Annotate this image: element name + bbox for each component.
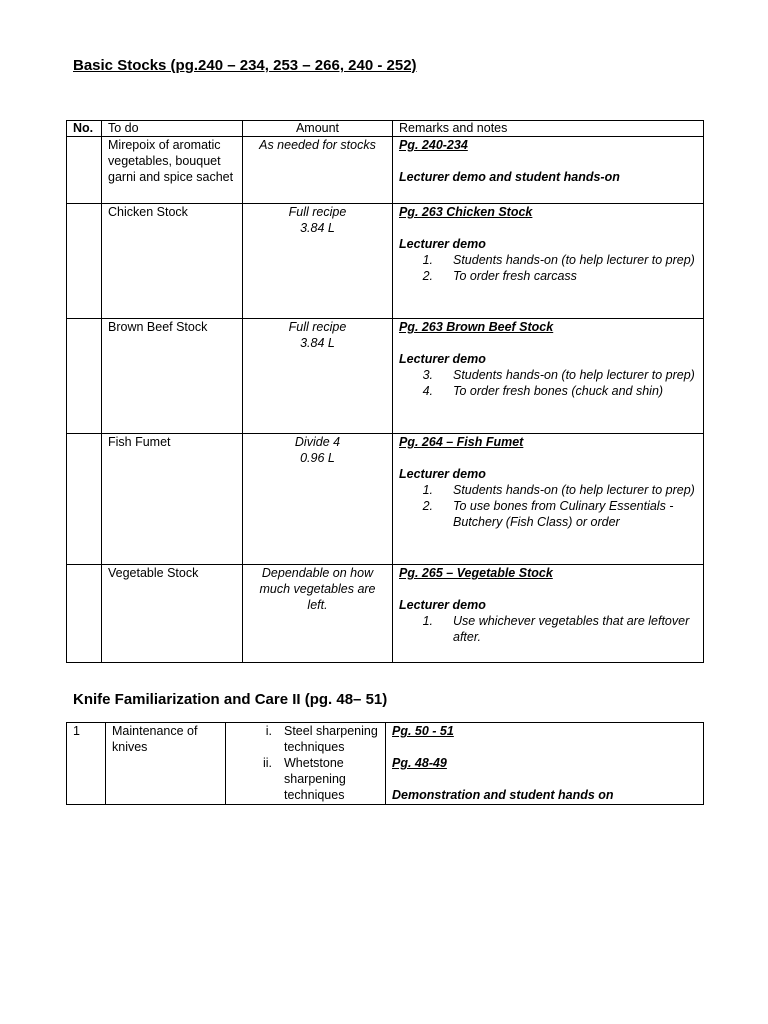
cell-amount	[243, 137, 393, 204]
amount-line: 0.96 L	[300, 451, 335, 465]
table-row	[67, 137, 704, 204]
cell-remarks	[393, 319, 704, 434]
list-item	[422, 498, 697, 530]
cell-remarks	[393, 204, 704, 319]
page-reference: Pg. 263 Brown Beef Stock	[399, 320, 554, 334]
list-text: To order fresh bones (chuck and shin)	[453, 384, 664, 398]
list-number: 2.	[422, 499, 433, 513]
note-title: Lecturer demo and student hands-on	[399, 170, 620, 184]
page-reference: Pg. 240-234	[399, 138, 468, 152]
cell-todo: Fish Fumet	[102, 434, 243, 565]
cell-no	[67, 319, 102, 434]
cell-todo: Maintenance of knives	[106, 723, 226, 805]
page-reference: Pg. 264 – Fish Fumet	[399, 435, 524, 449]
cell-remarks	[386, 723, 704, 805]
cell-amount	[243, 204, 393, 319]
list-text: Steel sharpening techniques	[284, 724, 378, 754]
list-item	[422, 383, 697, 399]
cell-amount	[243, 319, 393, 434]
list-item	[262, 755, 379, 803]
header-amount: Amount	[243, 121, 393, 137]
table-row	[67, 434, 704, 565]
table-row	[67, 204, 704, 319]
amount-line: Full recipe	[288, 205, 347, 219]
page-reference: Pg. 265 – Vegetable Stock	[399, 566, 553, 580]
knife-care-table	[66, 722, 704, 805]
table-row	[67, 319, 704, 434]
cell-amount	[243, 434, 393, 565]
list-number: 3.	[422, 368, 433, 382]
cell-no	[67, 137, 102, 204]
list-item	[422, 252, 697, 268]
cell-no	[67, 565, 102, 663]
list-number: 4.	[422, 384, 433, 398]
cell-items	[226, 723, 386, 805]
amount-line: 3.84 L	[300, 336, 335, 350]
table-row	[67, 565, 704, 663]
amount-line: Divide 4	[294, 435, 341, 449]
amount-line: Full recipe	[288, 320, 347, 334]
cell-remarks	[393, 137, 704, 204]
list-text: Students hands-on (to help lecturer to prep)	[453, 368, 695, 382]
page-reference: Pg. 48-49	[392, 756, 447, 770]
note-title: Lecturer demo	[399, 237, 486, 251]
technique-list	[232, 723, 379, 803]
cell-no: 1	[67, 723, 106, 805]
list-item	[422, 367, 697, 383]
list-number: ii.	[262, 756, 272, 770]
cell-amount	[243, 565, 393, 663]
list-number: 2.	[422, 269, 433, 283]
list-item	[422, 268, 697, 284]
list-number: 1.	[422, 614, 433, 628]
note-list	[399, 252, 697, 284]
amount-line: Dependable on how much vegetables are left.	[259, 566, 376, 612]
cell-todo: Vegetable Stock	[102, 565, 243, 663]
note-list	[399, 613, 697, 645]
list-item	[422, 482, 697, 498]
list-text: Students hands-on (to help lecturer to prep)	[453, 483, 695, 497]
amount-line: 3.84 L	[300, 221, 335, 235]
list-text: Whetstone sharpening techniques	[284, 756, 346, 802]
section-heading-knife-care: Knife Familiarization and Care II (pg. 48– 51)	[73, 691, 388, 708]
cell-no	[67, 434, 102, 565]
list-text: Use whichever vegetables that are leftover after.	[453, 614, 690, 644]
cell-no	[67, 204, 102, 319]
note-title: Lecturer demo	[399, 467, 486, 481]
cell-todo: Chicken Stock	[102, 204, 243, 319]
page-reference: Pg. 263 Chicken Stock	[399, 205, 533, 219]
header-remarks: Remarks and notes	[393, 121, 704, 137]
note-list	[399, 482, 697, 530]
note-title: Demonstration and student hands on	[392, 788, 614, 802]
table-header-row	[67, 121, 704, 137]
basic-stocks-table	[66, 120, 704, 663]
list-text: To use bones from Culinary Essentials - Butchery (Fish Class) or order	[453, 499, 674, 529]
cell-todo: Mirepoix of aromatic vegetables, bouquet garni and spice sachet	[102, 137, 243, 204]
page-reference: Pg. 50 - 51	[392, 724, 454, 738]
list-item	[265, 723, 379, 755]
section-heading-basic-stocks: Basic Stocks (pg.240 – 234, 253 – 266, 240 - 252)	[73, 57, 417, 74]
cell-remarks	[393, 565, 704, 663]
cell-remarks	[393, 434, 704, 565]
note-list	[399, 367, 697, 399]
list-number: i.	[265, 724, 272, 738]
note-title: Lecturer demo	[399, 352, 486, 366]
header-todo: To do	[102, 121, 243, 137]
amount-line: As needed for stocks	[259, 138, 376, 152]
list-text: To order fresh carcass	[453, 269, 577, 283]
list-text: Students hands-on (to help lecturer to prep)	[453, 253, 695, 267]
table-row	[67, 723, 704, 805]
note-title: Lecturer demo	[399, 598, 486, 612]
list-number: 1.	[422, 483, 433, 497]
cell-todo: Brown Beef Stock	[102, 319, 243, 434]
list-number: 1.	[422, 253, 433, 267]
header-no: No.	[67, 121, 102, 137]
list-item	[422, 613, 697, 645]
